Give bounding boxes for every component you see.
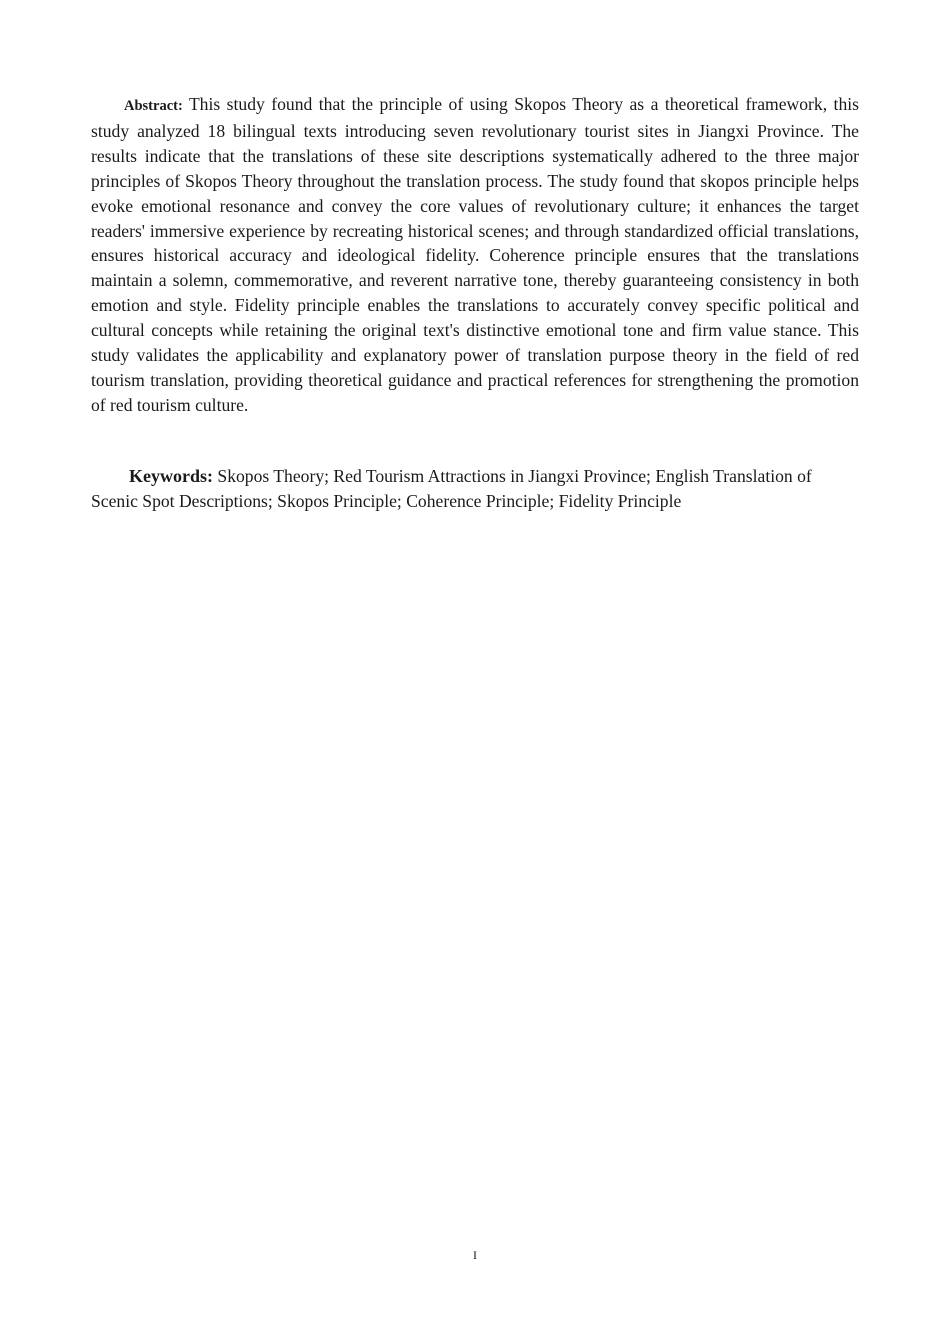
keywords-paragraph bbox=[91, 464, 859, 514]
keywords-label: Keywords: bbox=[129, 466, 213, 486]
abstract-paragraph bbox=[91, 92, 859, 418]
page-number: I bbox=[473, 1248, 477, 1262]
abstract-label: Abstract: bbox=[124, 98, 183, 114]
keywords-text: Skopos Theory; Red Tourism Attractions in Jiangxi Province; English Translation of Scenic Spot Descriptions; Skopos Principle; Coherence Principle; Fidelity Principle bbox=[91, 466, 812, 511]
abstract-text: This study found that the principle of using Skopos Theory as a theoretical framework, this study analyzed 18 bilingual texts introducing seven revolutionary tourist sites in Jiangxi Province. The results indicate that the translations of these site descriptions systematically adhered to the three major principles of Skopos Theory throughout the translation process. The study found that skopos principle helps evoke emotional resonance and convey the core values of revolutionary culture; it enhances the target readers' immersive experience by recreating historical scenes; and through standardized official translations, ensures historical accuracy and ideological fidelity. Coherence principle ensures that the translations maintain a solemn, commemorative, and reverent narrative tone, thereby guaranteeing consistency in both emotion and style. Fidelity principle enables the translations to accurately convey specific political and cultural concepts while retaining the original text's distinctive emotional tone and firm value stance. This study validates the applicability and explanatory power of translation purpose theory in the field of red tourism translation, providing theoretical guidance and practical references for strengthening the promotion of red tourism culture. bbox=[91, 94, 859, 415]
